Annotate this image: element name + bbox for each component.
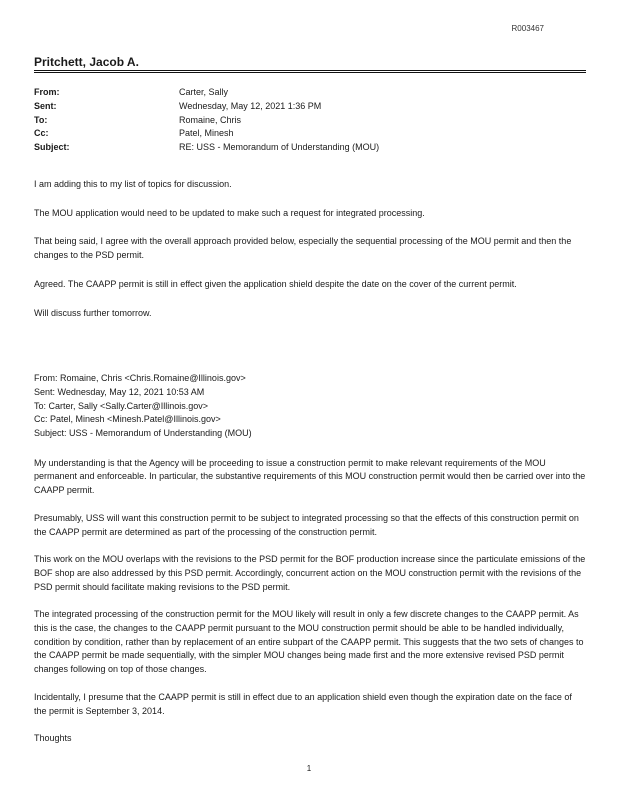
page-number: 1: [306, 764, 312, 773]
document-id: R003467: [511, 24, 544, 33]
reply-paragraph: I am adding this to my list of topics for discussion.: [34, 179, 232, 189]
header-value: Wednesday, May 12, 2021 1:36 PM: [179, 100, 322, 111]
quoted-to: To: Carter, Sally <Sally.Carter@Illinois.gov>: [34, 400, 209, 411]
header-label: Subject:: [34, 142, 70, 153]
reply-paragraph: That being said, I agree with the overall approach provided below, especially the sequential processing of the MOU permit and then the changes to the PSD permit.: [34, 236, 572, 261]
quoted-subject: Subject: USS - Memorandum of Understanding (MOU): [34, 428, 252, 439]
header-sent: [34, 100, 586, 114]
header-label: From:: [34, 87, 60, 97]
quoted-sent: Sent: Wednesday, May 12, 2021 10:53 AM: [34, 386, 205, 397]
quoted-from: From: Romaine, Chris <Chris.Romaine@Illinois.gov>: [34, 373, 246, 384]
reply-paragraph: The MOU application would need to be updated to make such a request for integrated processing.: [34, 207, 425, 218]
header-label: To:: [34, 114, 48, 125]
quoted-paragraph: My understanding is that the Agency will be proceeding to issue a construction permit to make relevant requirements of the MOU permanent and enforceable. In particular, the substantive requirements of this MOU construction permit would then be carried over into the CAAPP permit.: [34, 457, 586, 496]
reply-paragraph: Agreed. The CAAPP permit is still in effect given the application shield despite the date on the cover of the current permit.: [34, 278, 517, 289]
quoted-paragraph: Presumably, USS will want this construction permit to be subject to integrated processing so that the effects of this construction permit on the CAAPP permit are determined as part of the processing of the construction permit.: [34, 512, 579, 537]
header-rule: [34, 70, 586, 73]
quoted-message-header: [34, 372, 586, 441]
header-cc: [34, 127, 586, 141]
sender-name: Pritchett, Jacob A.: [34, 55, 139, 69]
quoted-paragraph: The integrated processing of the construction permit for the MOU likely will result in only a few discrete changes to the CAAPP permit. As this is the case, the changes to the CAAPP permit pursuant to the MOU construction permit should be able to be handled individually, condition by condition, rather than by replacement of an entire subpart of the CAAPP permit. This suggests that the two sets of changes to the CAAPP permit be made sequentially, with the simpler MOU changes being made first and the more extensive revised PSD permit changes following on top of those changes.: [34, 609, 584, 675]
header-label: Cc:: [34, 128, 49, 139]
header-to: [34, 114, 586, 128]
email-headers: [34, 86, 586, 155]
header-label: Sent:: [34, 100, 57, 111]
header-value: Romaine, Chris: [179, 114, 242, 125]
header-value: Carter, Sally: [179, 87, 229, 97]
email-body: [34, 178, 586, 746]
quoted-paragraph: This work on the MOU overlaps with the revisions to the PSD permit for the BOF production increase since the particulate emissions of the BOF shop are also addressed by this PSD permit. Accordingly, concurrent action on the MOU construction permit with the revisions of the PSD permit should facilitate making revisions to the PSD permit.: [34, 554, 586, 592]
header-subject: [34, 141, 586, 155]
quoted-cc: Cc: Patel, Minesh <Minesh.Patel@Illinois.gov>: [34, 414, 221, 425]
header-value: RE: USS - Memorandum of Understanding (MOU): [179, 142, 380, 153]
quoted-paragraph: Incidentally, I presume that the CAAPP permit is still in effect due to an application shield even though the expiration date on the face of the permit is September 3, 2014.: [34, 691, 572, 716]
header-value: Patel, Minesh: [179, 128, 234, 139]
reply-paragraph: Will discuss further tomorrow.: [34, 307, 152, 318]
header-from: [34, 86, 586, 100]
quoted-paragraph: Thoughts: [34, 733, 72, 744]
